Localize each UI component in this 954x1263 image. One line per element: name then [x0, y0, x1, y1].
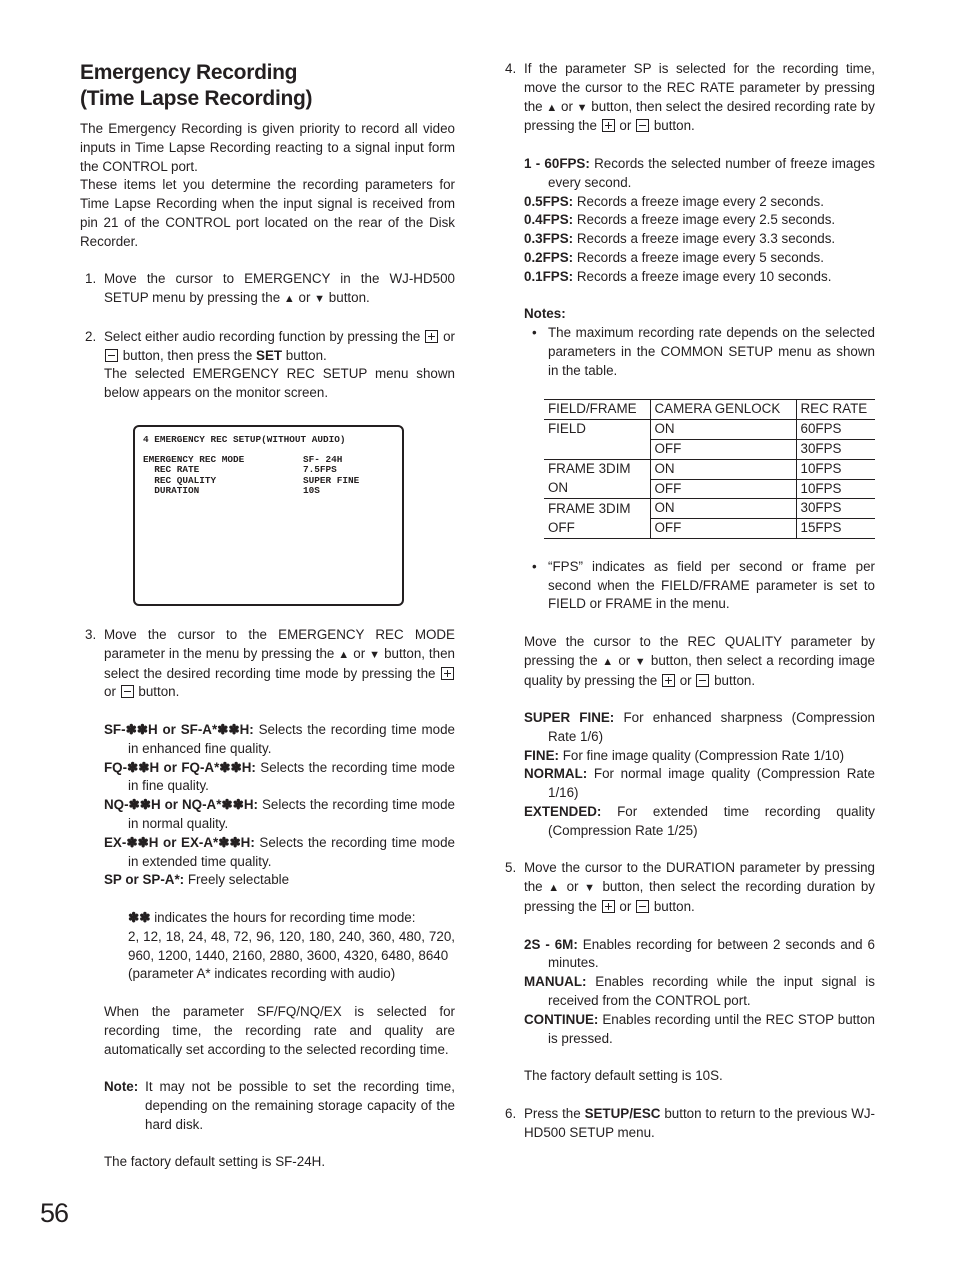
minus-key-icon: [636, 900, 649, 913]
item-desc: Records a freeze image every 10 seconds.: [576, 268, 832, 284]
screen-value: SUPER FINE: [303, 474, 360, 486]
step-text: Move the cursor to the REC QUALITY parameter by pressing the: [524, 633, 875, 668]
table-header-row: [544, 400, 875, 420]
item-desc: For enhanced sharpness (Compression Rate 1/6): [548, 710, 875, 744]
list-item: [524, 193, 875, 212]
step-text: or: [443, 328, 455, 344]
screen-value: 10S: [303, 484, 320, 496]
rate-list: [500, 155, 875, 324]
item-desc: For extended time recording quality (Compression Rate 1/25): [548, 804, 875, 838]
screen-key: REC RATE: [143, 464, 200, 476]
step-text: button.: [653, 899, 695, 915]
step-text: button, then press the: [122, 347, 253, 363]
bullet-icon: •: [532, 558, 537, 574]
item-desc: Records a freeze image every 2.5 seconds.: [576, 212, 836, 228]
item-desc: Enables recording while the input signal is received from the CONTROL port.: [548, 974, 875, 1009]
step-text: or: [298, 290, 311, 306]
item-label: SUPER FINE:: [524, 710, 615, 726]
table-cell: ON: [650, 459, 796, 479]
list-item: [524, 936, 875, 974]
quality-intro: [500, 633, 875, 690]
table-row: [544, 519, 875, 539]
step-text: button, then select the desired recording time mode by pressing the: [104, 645, 455, 681]
table-row: [544, 459, 875, 479]
list-item: [104, 759, 455, 797]
table-cell: FIELD: [548, 421, 586, 437]
item-label: 0.5FPS:: [524, 193, 574, 209]
step-number: 6.: [505, 1105, 517, 1121]
up-arrow-icon: ▲: [548, 882, 561, 895]
note-text: The maximum recording rate depends on the selected parameters in the COMMON SETUP menu as shown in the table.: [548, 325, 875, 378]
list-item: [524, 249, 875, 268]
note-bullet-2: [524, 558, 875, 614]
table-cell: 30FPS: [796, 499, 875, 519]
note: [104, 1078, 455, 1134]
intro-paragraph-1: The Emergency Recording is given priority to record all video inputs in Time Lapse Recording reacting to a signal input form the CONTROL port.: [80, 121, 455, 174]
note-text: “FPS” indicates as field per second or frame per second when the FIELD/FRAME parameter is set to FIELD or FRAME in the menu.: [548, 558, 875, 612]
step-text: button to return to the previous WJ-HD500 SETUP menu.: [524, 1105, 875, 1140]
item-desc: Records a freeze image every 3.3 seconds.: [576, 231, 836, 247]
item-label: 0.3FPS:: [524, 231, 574, 247]
step-text: Press the: [524, 1105, 581, 1121]
step-text: or: [619, 899, 632, 915]
item-label: MANUAL:: [524, 974, 587, 990]
mode-paragraph: When the parameter SF/FQ/NQ/EX is selected for recording time, the recording rate and quality are automatically set according to the selected recording time.: [104, 1003, 455, 1057]
notes-label: Notes:: [524, 306, 566, 322]
item-label: 2S - 6M:: [524, 936, 578, 952]
item-label: 0.2FPS:: [524, 249, 574, 265]
item-label: 0.4FPS:: [524, 212, 574, 228]
left-column: [80, 60, 455, 403]
plus-key-icon: [602, 900, 615, 913]
hours-note: (parameter A* indicates recording with audio): [128, 966, 396, 982]
step-text: or: [619, 118, 632, 134]
table-header: FIELD/FRAME: [548, 401, 637, 417]
page-number: 56: [40, 1198, 69, 1228]
plus-key-icon: [425, 330, 438, 343]
rec-rate-table: [544, 399, 875, 539]
item-label: EX-✽✽H or EX-A*✽✽H:: [104, 834, 255, 850]
table-cell: OFF: [548, 519, 575, 535]
screen-key: DURATION: [143, 484, 200, 496]
table-cell: FRAME 3DIM: [548, 500, 631, 516]
minus-key-icon: [636, 119, 649, 132]
down-arrow-icon: ▼: [369, 648, 381, 661]
hours-block: [104, 909, 455, 984]
item-desc: Records a freeze image every 5 seconds.: [576, 249, 824, 265]
step-text: Move the cursor to EMERGENCY in the WJ-HD500 SETUP menu by pressing the: [104, 271, 455, 306]
table-row: [544, 420, 875, 440]
table-cell: OFF: [650, 479, 796, 499]
mode-list: [80, 721, 455, 1172]
table-cell: OFF: [650, 519, 796, 539]
table-cell: 10FPS: [796, 459, 875, 479]
step-text: button, then select the desired recording rate by pressing the: [524, 98, 875, 134]
item-label: SF-✽✽H or SF-A*✽✽H:: [104, 721, 254, 737]
step-text: button.: [328, 290, 370, 306]
step-text: button.: [138, 684, 180, 700]
plus-key-icon: [441, 667, 454, 680]
table-cell: 15FPS: [796, 519, 875, 539]
title-line-1: Emergency Recording: [80, 61, 298, 84]
down-arrow-icon: ▼: [314, 293, 326, 306]
step-4: [500, 60, 875, 136]
step-text: Move the cursor to the EMERGENCY REC MODE parameter in the menu by pressing the: [104, 627, 455, 661]
item-desc: Freely selectable: [187, 872, 290, 888]
item-label: 1 - 60FPS:: [524, 155, 590, 171]
step-text: or: [618, 652, 631, 668]
quality-list: [500, 709, 875, 841]
table-cell: 60FPS: [796, 420, 875, 440]
list-item: [104, 721, 455, 759]
item-desc: Enables recording for between 2 seconds and 6 minutes.: [548, 936, 875, 971]
item-label: FQ-✽✽H or FQ-A*✽✽H:: [104, 759, 256, 775]
item-label: NQ-✽✽H or NQ-A*✽✽H:: [104, 797, 258, 813]
table-cell: 10FPS: [796, 479, 875, 499]
item-desc: Records the selected number of freeze images every second.: [548, 155, 875, 190]
step-text: button.: [714, 672, 756, 688]
bullet-icon: •: [532, 325, 537, 341]
table-cell: ON: [650, 499, 796, 519]
default-setting: The factory default setting is 10S.: [524, 1068, 723, 1084]
item-desc: For fine image quality (Compression Rate 1/10): [562, 747, 845, 763]
step-text: or: [566, 879, 579, 895]
list-item: [524, 230, 875, 249]
up-arrow-icon: ▲: [602, 655, 614, 668]
left-column-lower: [80, 626, 455, 1172]
note-text: It may not be possible to set the recording time, depending on the remaining storage capacity of the hard disk.: [145, 1079, 455, 1132]
table-cell: OFF: [650, 439, 796, 459]
note-bullet-1: [524, 324, 875, 380]
item-label: FINE:: [524, 747, 559, 763]
list-item: [524, 211, 875, 230]
item-desc: Selects the recording time mode in fine quality.: [128, 759, 455, 794]
table-header: CAMERA GENLOCK: [650, 400, 796, 420]
right-column: [500, 60, 875, 1142]
step-number: 3.: [85, 627, 97, 642]
page-title: [80, 60, 455, 112]
item-label: SP or SP-A*:: [104, 872, 185, 888]
default-setting: The factory default setting is SF-24H.: [104, 1154, 326, 1170]
step-1: [80, 270, 455, 309]
step-text: Select either audio recording function by pressing the: [104, 328, 421, 344]
step-text: button, then select a recording image quality by pressing the: [524, 652, 876, 688]
up-arrow-icon: ▲: [283, 293, 295, 306]
list-item: [524, 803, 875, 841]
step-text: or: [353, 645, 366, 661]
item-desc: Records a freeze image every 2 seconds.: [576, 193, 824, 209]
table-header: REC RATE: [796, 400, 875, 420]
step-3: [80, 626, 455, 702]
step-text: button, then select the recording duration by pressing the: [524, 879, 875, 915]
step-text: or: [679, 672, 692, 688]
list-item: [104, 796, 455, 834]
list-item: [104, 871, 455, 890]
table-cell: FRAME 3DIM: [548, 460, 631, 476]
list-item: [524, 973, 875, 1011]
step-text: The selected EMERGENCY REC SETUP menu shown below appears on the monitor screen.: [104, 366, 455, 401]
list-item: [524, 1011, 875, 1049]
table-cell: ON: [650, 420, 796, 440]
item-desc: For normal image quality (Compression Rate 1/16): [548, 766, 875, 801]
item-desc: Selects the recording time mode in normal quality.: [128, 797, 455, 831]
title-line-2: (Time Lapse Recording): [80, 87, 313, 110]
list-item: [104, 834, 455, 872]
item-desc: Selects the recording time mode in enhanced fine quality.: [128, 721, 455, 756]
step-text: If the parameter SP is selected for the recording time, move the cursor to the REC RATE parameter by pressing the: [524, 61, 875, 114]
step-number: 4.: [505, 61, 517, 76]
minus-key-icon: [121, 685, 134, 698]
step-number: 5.: [505, 860, 517, 876]
step-5: [500, 859, 875, 916]
step-2: [80, 328, 455, 403]
setup-esc-button-label: SETUP/ESC: [584, 1105, 661, 1121]
set-button-label: SET: [256, 347, 283, 363]
list-item: [524, 709, 875, 747]
down-arrow-icon: ▼: [576, 101, 588, 114]
list-item: [524, 268, 875, 287]
step-text: or: [561, 98, 573, 114]
item-label: 0.1FPS:: [524, 268, 574, 284]
minus-key-icon: [696, 674, 709, 687]
step-text: Move the cursor to the DURATION parameter by pressing the: [524, 860, 875, 895]
hours-intro: indicates the hours for recording time mode:: [154, 909, 416, 925]
list-item: [524, 765, 875, 803]
step-text: or: [104, 684, 116, 700]
step-text: button.: [653, 118, 695, 134]
item-label: CONTINUE:: [524, 1011, 599, 1027]
screen-key: EMERGENCY REC MODE: [143, 454, 245, 466]
item-desc: Selects the recording time mode in extended time quality.: [128, 834, 455, 869]
screen-key: REC QUALITY: [143, 474, 217, 486]
down-arrow-icon: ▼: [634, 655, 647, 668]
table-row: [544, 499, 875, 519]
table-row: [544, 479, 875, 499]
down-arrow-icon: ▼: [584, 882, 597, 895]
up-arrow-icon: ▲: [338, 648, 350, 661]
note-label: Note:: [104, 1079, 139, 1095]
screen-value: SF- 24H: [303, 454, 343, 466]
minus-key-icon: [105, 349, 118, 362]
intro-paragraph-2: These items let you determine the recording parameters for Time Lapse Recording when the input signal is received from pin 21 of the CONTROL port located on the rear of the Disk Recorder.: [80, 177, 455, 249]
hours-list: 2, 12, 18, 24, 48, 72, 96, 120, 180, 240, 360, 480, 720, 960, 1200, 1440, 2160, 2880, 3600, 4320, 6480, 8640: [128, 928, 455, 963]
duration-list: [500, 936, 875, 1086]
screen-row: [143, 486, 394, 496]
step-6: [500, 1105, 875, 1143]
plus-key-icon: [662, 674, 675, 687]
screen-header: 4 EMERGENCY REC SETUP(WITHOUT AUDIO): [143, 434, 346, 445]
list-item: [524, 747, 875, 766]
step-number: 1.: [85, 271, 97, 287]
item-desc: Enables recording until the REC STOP button is pressed.: [548, 1011, 875, 1046]
up-arrow-icon: ▲: [546, 101, 558, 114]
table-cell: 30FPS: [796, 439, 875, 459]
asterisk-mark: ✽✽: [128, 909, 151, 925]
step-number: 2.: [85, 328, 97, 344]
item-label: EXTENDED:: [524, 804, 602, 820]
step-text: button.: [285, 347, 327, 363]
table-row: [544, 439, 875, 459]
item-label: NORMAL:: [524, 766, 588, 782]
plus-key-icon: [602, 119, 615, 132]
monitor-screen: [133, 425, 404, 606]
list-item: [524, 155, 875, 193]
screen-value: 7.5FPS: [303, 464, 337, 476]
table-cell: ON: [548, 480, 569, 496]
table-cell: [544, 439, 650, 459]
